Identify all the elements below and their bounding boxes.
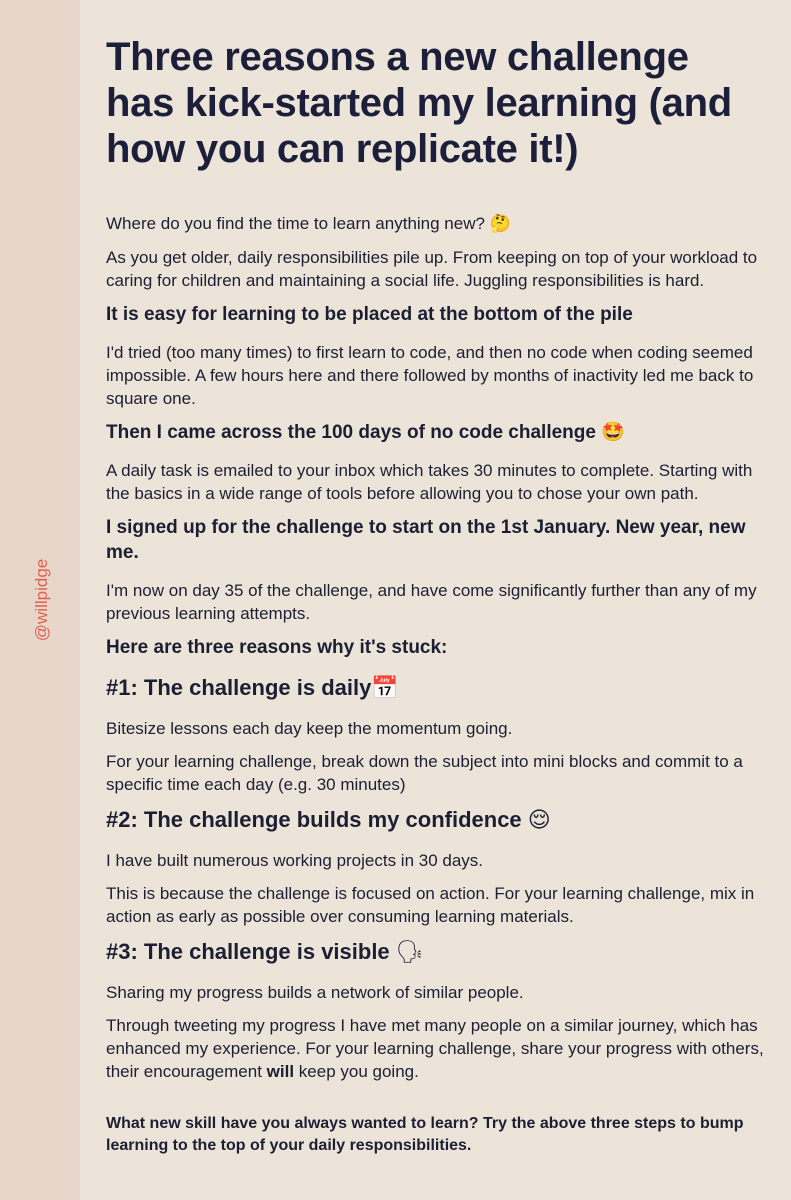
- thinking-face-icon: 🤔: [489, 214, 511, 234]
- heading-challenge: [106, 420, 766, 445]
- emphasis-will: will: [266, 1062, 295, 1081]
- paragraph-tried: I'd tried (too many times) to first learn to code, and then no code when coding seemed impossible. A few hours here and there followed by months of inactivity led me back to square one.: [106, 343, 754, 408]
- author-handle: @willpidge: [32, 558, 51, 642]
- article: [106, 34, 766, 1157]
- reason-2-paragraph-2: This is because the challenge is focused on action. For your learning challenge, mix in action as early as possible over consuming learning materials.: [106, 884, 755, 926]
- relieved-face-icon: 😌: [527, 808, 551, 833]
- reason-2-paragraph-1: I have built numerous working projects in 30 days.: [106, 851, 484, 870]
- paragraph-daily-task: A daily task is emailed to your inbox which takes 30 minutes to complete. Starting with the basics in a wide range of tools before allowing you to chose your own path.: [106, 461, 753, 503]
- calendar-icon: 📅: [371, 676, 399, 701]
- reason-3-paragraph-2-start: Through tweeting my progress I have met many people on a similar journey, which has enhanced my experience. For your learning challenge, share your progress with others, their encouragement: [106, 1016, 764, 1081]
- intro-question: [106, 212, 766, 236]
- speaking-head-icon: 🗣: [395, 940, 424, 965]
- star-struck-icon: 🤩: [601, 421, 625, 443]
- reason-1-heading-text: #1: The challenge is daily: [106, 675, 372, 700]
- intro-paragraph: As you get older, daily responsibilities pile up. From keeping on top of your workload to caring for children and maintaining a social life. Juggling responsibilities is hard.: [106, 248, 758, 290]
- reason-1-heading: [106, 674, 766, 703]
- closing-question: What new skill have you always wanted to learn? Try the above three steps to bump learning to the top of your daily responsibilities.: [106, 1115, 744, 1154]
- heading-reasons: Here are three reasons why it's stuck:: [106, 637, 448, 658]
- reason-3-heading: [106, 938, 766, 967]
- article-title: Three reasons a new challenge has kick-started my learning (and how you can replicate it!): [106, 35, 732, 171]
- reason-1-paragraph-2: For your learning challenge, break down the subject into mini blocks and commit to a specific time each day (e.g. 30 minutes): [106, 752, 743, 794]
- side-strip: [0, 0, 80, 1200]
- reason-2-heading-text: #2: The challenge builds my confidence: [106, 807, 522, 832]
- heading-challenge-text: Then I came across the 100 days of no code challenge: [106, 422, 596, 443]
- reason-3-paragraph-2: [106, 1014, 766, 1083]
- reason-1-paragraph-1: Bitesize lessons each day keep the momentum going.: [106, 719, 513, 738]
- intro-question-text: Where do you find the time to learn anything new?: [106, 214, 485, 233]
- reason-3-paragraph-1: Sharing my progress builds a network of similar people.: [106, 983, 524, 1002]
- reason-3-paragraph-2-end: keep you going.: [294, 1062, 419, 1081]
- reason-3-heading-text: #3: The challenge is visible: [106, 939, 390, 964]
- reason-2-heading: [106, 806, 766, 835]
- heading-signed-up: I signed up for the challenge to start on the 1st January. New year, new me.: [106, 517, 746, 563]
- heading-pile: It is easy for learning to be placed at the bottom of the pile: [106, 304, 633, 325]
- paragraph-day35: I'm now on day 35 of the challenge, and have come significantly further than any of my previous learning attempts.: [106, 581, 757, 623]
